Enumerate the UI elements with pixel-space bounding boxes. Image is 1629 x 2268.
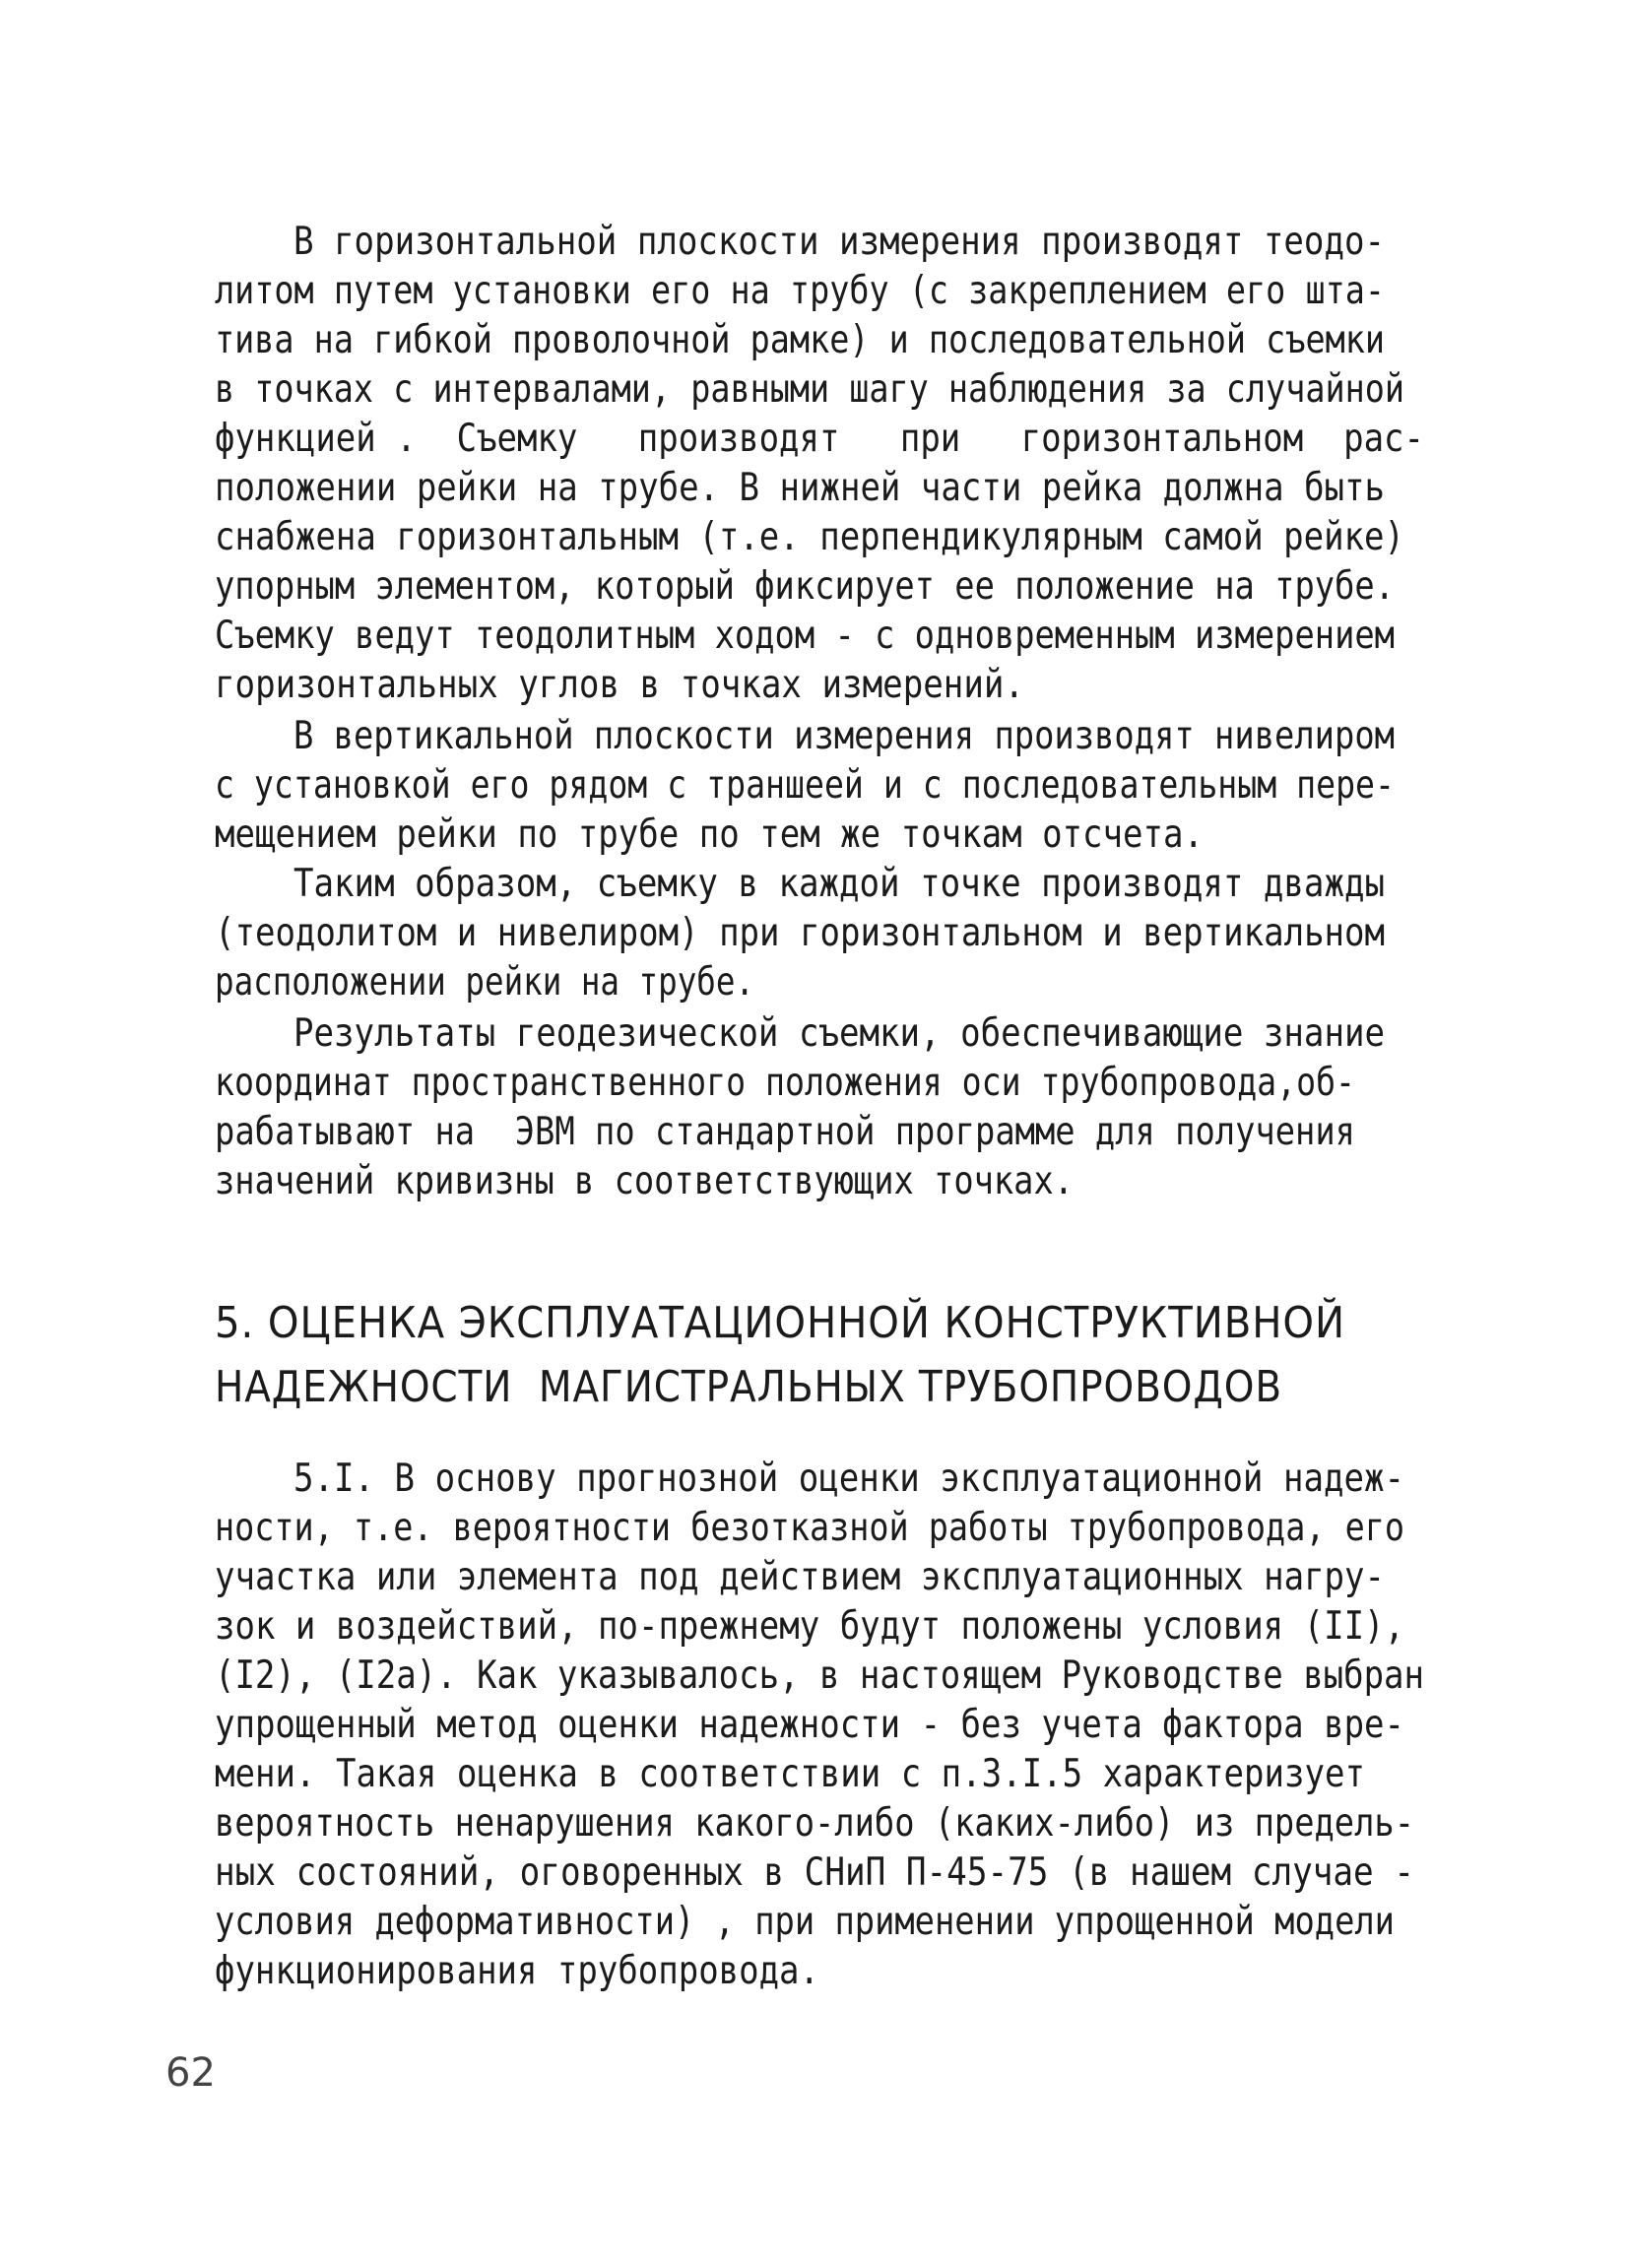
text-line: значений кривизны в соответствующих точках. <box>215 1159 1074 1203</box>
text-line: Съемку ведут теодолитным ходом - с одновременным измерением <box>215 614 1395 658</box>
text-line: 5.I. В основу прогнозной оценки эксплуатационной надеж- <box>293 1457 1404 1501</box>
text-line: В горизонтальной плоскости измерения производят теодо- <box>293 220 1385 264</box>
text-line: упорным элементом, который фиксирует ее положение на трубе. <box>215 564 1395 609</box>
text-line: (I2), (I2а). Как указывалось, в настоящем Руководстве выбран <box>215 1653 1424 1698</box>
text-line: мещением рейки по трубе по тем же точкам отсчета. <box>215 812 1204 857</box>
text-line: ных состояний, оговоренных в СНиП П-45-75 (в нашем случае - <box>215 1850 1414 1895</box>
heading-line: НАДЕЖНОСТИ МАГИСТРАЛЬНЫХ ТРУБОПРОВОДОВ <box>215 1362 1282 1412</box>
text-line: положении рейки на трубе. В нижней части рейка должна быть <box>215 466 1385 510</box>
text-line: координат пространственного положения оси трубопровода,об- <box>215 1061 1355 1105</box>
text-line: Таким образом, съемку в каждой точке производят дважды <box>293 862 1385 906</box>
heading-line: 5. ОЦЕНКА ЭКСПЛУАТАЦИОННОЙ КОНСТРУКТИВНОЙ <box>215 1298 1345 1348</box>
text-line: функцией . Съемку производят при горизонтальном рас- <box>215 417 1424 461</box>
text-line: вероятность ненарушения какого-либо (каких-либо) из предель- <box>215 1801 1414 1846</box>
text-line: в точках с интервалами, равными шагу наблюдения за случайной <box>215 367 1404 412</box>
text-line: мени. Такая оценка в соответствии с п.3.I.5 характеризует <box>215 1752 1365 1796</box>
text-line: зок и воздействий, по-прежнему будут положены условия (II), <box>215 1604 1404 1649</box>
text-line: участка или элемента под действием эксплуатационных нагру- <box>215 1555 1385 1599</box>
text-line: с установкой его рядом с траншеей и с последовательным пере- <box>215 763 1395 808</box>
text-line: снабжена горизонтальным (т.е. перпендикулярным самой рейке) <box>215 515 1404 559</box>
text-line: горизонтальных углов в точках измерений. <box>215 663 1024 707</box>
text-line: упрощенный метод оценки надежности - без учета фактора вре- <box>215 1703 1404 1747</box>
page-number: 62 <box>165 2050 216 2096</box>
text-line: условия деформативности) , при применении упрощенной модели <box>215 1900 1395 1944</box>
text-line: функционирования трубопровода. <box>215 1949 819 1993</box>
text-line: расположении рейки на трубе. <box>215 960 754 1004</box>
text-line: ности, т.е. вероятности безотказной работы трубопровода, его <box>215 1506 1404 1550</box>
text-line: тива на гибкой проволочной рамке) и последовательной съемки <box>215 318 1385 362</box>
text-line: (теодолитом и нивелиром) при горизонтальном и вертикальном <box>215 911 1385 955</box>
text-line: рабатывают на ЭВМ по стандартной программе для получения <box>215 1110 1355 1154</box>
text-line: В вертикальной плоскости измерения производят нивелиром <box>293 714 1395 758</box>
text-line: Результаты геодезической съемки, обеспечивающие знание <box>293 1011 1385 1056</box>
text-line: литом путем установки его на трубу (с закреплением его шта- <box>215 269 1385 313</box>
